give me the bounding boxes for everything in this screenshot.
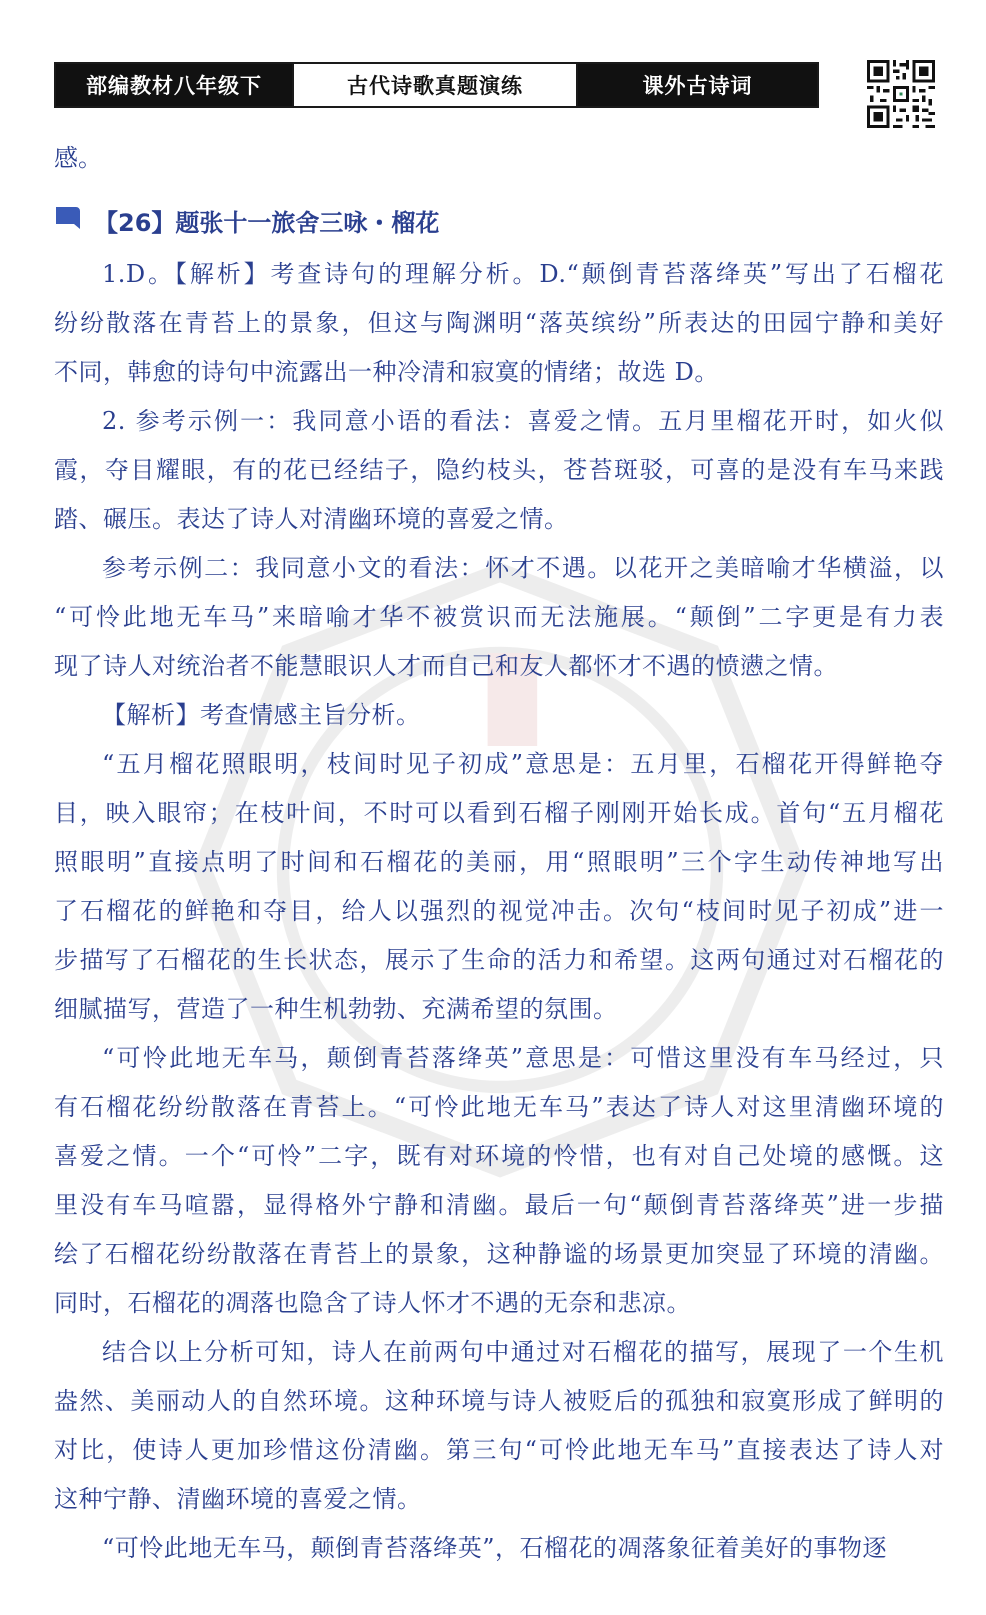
paragraph [54,740,944,1034]
paragraph [54,1328,944,1524]
text-line: 参考示例二：我同意小文的看法：怀才不遇。以花开之美暗喻才华横溢，以 [102,554,944,582]
paragraph [54,250,944,397]
text-line: 细腻描写，营造了一种生机勃勃、充满希望的氛围。 [54,995,618,1023]
text-line: 里没有车马喧嚣，显得格外宁静和清幽。最后一句“颠倒青苔落绛英”进一步描 [54,1191,944,1219]
text-line: 同时，石榴花的凋落也隐含了诗人怀才不遇的无奈和悲凉。 [54,1289,691,1317]
page-header [54,62,819,108]
header-category-label: 课外古诗词 [578,64,817,106]
text-line: 这种宁静、清幽环境的喜爱之情。 [54,1485,422,1513]
answer-body [54,250,944,1573]
text-line: 2. 参考示例一：我同意小语的看法：喜爱之情。五月里榴花开时，如火似 [102,407,944,435]
text-line: “可怜此地无车马，颠倒青苔落绛英”意思是：可惜这里没有车马经过，只 [102,1044,944,1072]
text-line: 有石榴花纷纷散落在青苔上。“可怜此地无车马”表达了诗人对这里清幽环境的 [54,1093,944,1121]
header-grade-label: 部编教材八年级下 [56,64,292,106]
text-line: “可怜此地无车马，颠倒青苔落绛英”，石榴花的凋落象征着美好的事物逐 [102,1534,888,1562]
text-line: 纷纷散落在青苔上的景象，但这与陶渊明“落英缤纷”所表达的田园宁静和美好 [54,309,944,337]
header-topic-label: 古代诗歌真题演练 [292,64,578,106]
text-line: 踏、碾压。表达了诗人对清幽环境的喜爱之情。 [54,505,569,533]
text-line: “可怜此地无车马”来暗喻才华不被赏识而无法施展。“颠倒”二字更是有力表 [54,603,944,631]
paragraph [54,691,944,740]
text-line: 步描写了石榴花的生长状态，展示了生命的活力和希望。这两句通过对石榴花的 [54,946,944,974]
paragraph [54,544,944,691]
text-line: 照眼明”直接点明了时间和石榴花的美丽，用“照眼明”三个字生动传神地写出 [54,848,944,876]
text-line: 目，映入眼帘；在枝叶间，不时可以看到石榴子刚刚开始长成。首句“五月榴花 [54,799,944,827]
text-line: 不同，韩愈的诗句中流露出一种冷清和寂寞的情绪；故选 D。 [54,358,719,386]
text-line: 现了诗人对统治者不能慧眼识人才而自己和友人都怀才不遇的愤懑之情。 [54,652,838,680]
text-line: “五月榴花照眼明，枝间时见子初成”意思是：五月里，石榴花开得鲜艳夺 [102,750,944,778]
paragraph [54,1034,944,1328]
qr-code-icon [867,60,935,128]
text-line: 对比，使诗人更加珍惜这份清幽。第三句“可怜此地无车马”直接表达了诗人对 [54,1436,944,1464]
section-title: 【26】题张十一旅舍三咏・榴花 [94,208,440,237]
paragraph [54,397,944,544]
bookmark-icon [54,205,82,231]
text-line: 【解析】考查情感主旨分析。 [102,701,421,729]
text-line: 了石榴花的鲜艳和夺目，给人以强烈的视觉冲击。次句“枝间时见子初成”进一 [54,897,944,925]
text-line: 绘了石榴花纷纷散落在青苔上的景象，这种静谧的场景更加突显了环境的清幽。 [54,1240,944,1268]
continued-text: 感。 [54,144,102,172]
text-line: 结合以上分析可知，诗人在前两句中通过对石榴花的描写，展现了一个生机 [102,1338,944,1366]
paragraph [54,1524,944,1573]
text-line: 1.D。【解析】考查诗句的理解分析。D.“颠倒青苔落绛英”写出了石榴花 [102,260,944,288]
text-line: 霞，夺目耀眼，有的花已经结子，隐约枝头，苍苔斑驳，可喜的是没有车马来践 [54,456,944,484]
section-heading [54,198,439,242]
text-line: 喜爱之情。一个“可怜”二字，既有对环境的怜惜，也有对自己处境的感慨。这 [54,1142,944,1170]
text-line: 盎然、美丽动人的自然环境。这种环境与诗人被贬后的孤独和寂寞形成了鲜明的 [54,1387,944,1415]
